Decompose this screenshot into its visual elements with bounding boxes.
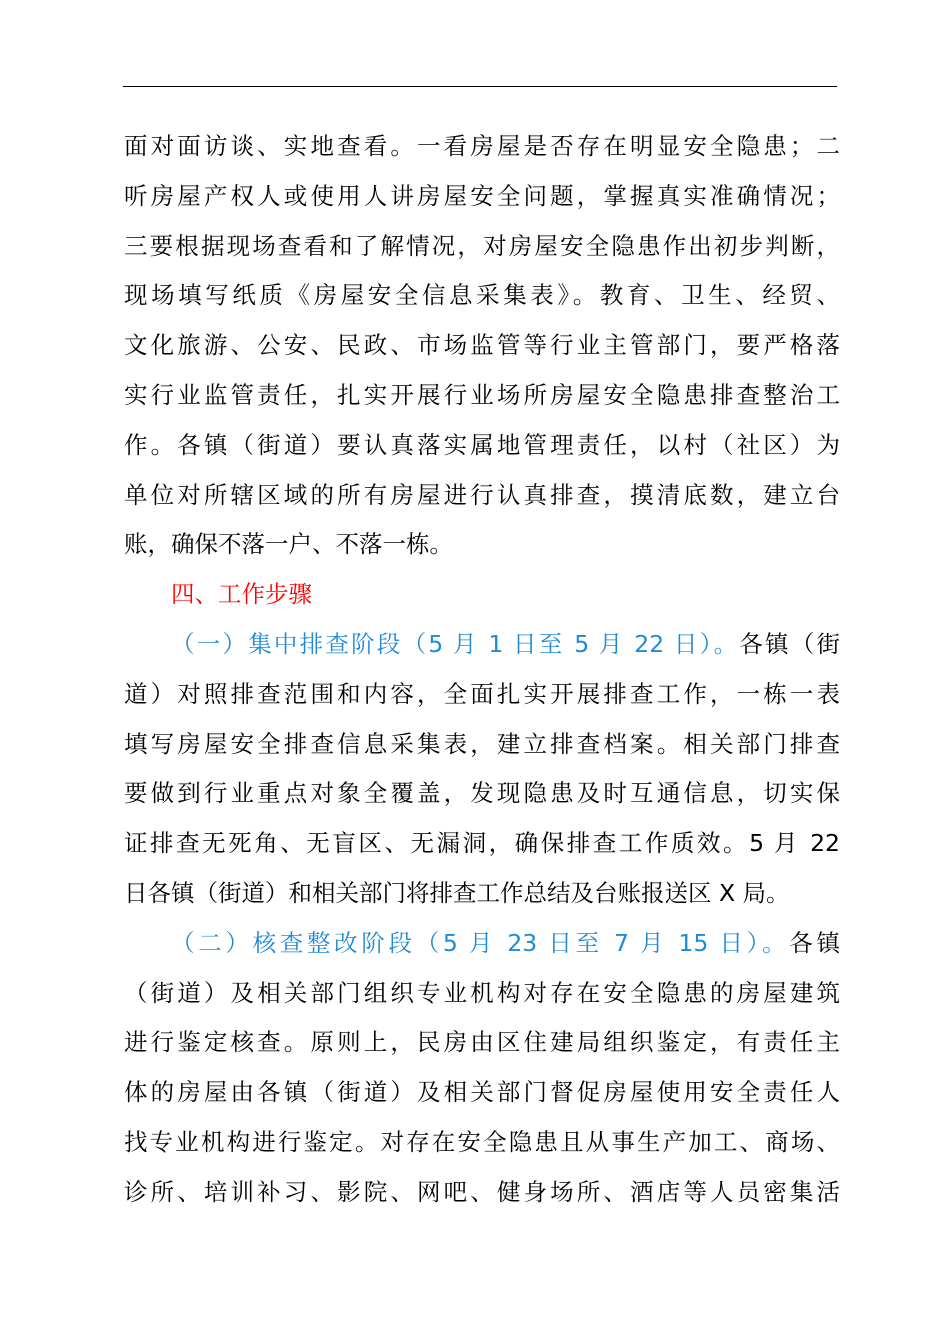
paragraph-line: 文化旅游、公安、民政、市场监管等行业主管部门，要严格落 (124, 331, 840, 360)
header-rule (123, 86, 837, 87)
paragraph-line: 作。各镇（街道）要认真落实属地管理责任，以村（社区）为 (124, 430, 840, 459)
paragraph-line: 三要根据现场查看和了解情况，对房屋安全隐患作出初步判断， (124, 231, 840, 260)
paragraph-line: （街道）及相关部门组织专业机构对存在安全隐患的房屋建筑 (124, 978, 840, 1007)
paragraph-line: 道）对照排查范围和内容，全面扎实开展排查工作，一栋一表 (124, 679, 840, 708)
paragraph-line: 账，确保不落一户、不落一栋。 (124, 530, 453, 559)
paragraph-line: 填写房屋安全排查信息采集表，建立排查档案。相关部门排查 (124, 729, 840, 758)
paragraph-line: 诊所、培训补习、影院、网吧、健身场所、酒店等人员密集活 (124, 1177, 840, 1206)
paragraph-line: 进行鉴定核查。原则上，民房由区住建局组织鉴定，有责任主 (124, 1028, 840, 1057)
step1-title: （一）集中排查阶段（5 月 1 日至 5 月 22 日）。 (171, 629, 740, 658)
paragraph-line: 实行业监管责任，扎实开展行业场所房屋安全隐患排查整治工 (124, 380, 840, 409)
step1-first-tail: 各镇（街 (739, 629, 841, 658)
paragraph-line: 面对面访谈、实地查看。一看房屋是否存在明显安全隐患；二 (124, 132, 840, 160)
step2-first-tail: 各镇 (789, 928, 841, 957)
paragraph-line: 日各镇（街道）和相关部门将排查工作总结及台账报送区 X 局。 (124, 878, 790, 907)
step2-first-line (124, 919, 840, 969)
paragraph-line: 体的房屋由各镇（街道）及相关部门督促房屋使用安全责任人 (124, 1078, 840, 1107)
paragraph-line: 找专业机构进行鉴定。对存在安全隐患且从事生产加工、商场、 (124, 1127, 840, 1156)
step1-first-line (124, 620, 840, 670)
section-heading: 四、工作步骤 (171, 580, 312, 609)
paragraph-line: 单位对所辖区域的所有房屋进行认真排查，摸清底数，建立台 (124, 480, 840, 509)
step2-title: （二）核查整改阶段（5 月 23 日至 7 月 15 日）。 (171, 928, 790, 957)
paragraph-line: 现场填写纸质《房屋安全信息采集表》。教育、卫生、经贸、 (124, 281, 840, 310)
paragraph-line: 要做到行业重点对象全覆盖，发现隐患及时互通信息，切实保 (124, 779, 840, 808)
paragraph-line: 证排查无死角、无盲区、无漏洞，确保排查工作质效。5 月 22 (124, 829, 840, 858)
document-body (124, 122, 840, 1218)
paragraph-line: 听房屋产权人或使用人讲房屋安全问题，掌握真实准确情况； (124, 181, 840, 210)
